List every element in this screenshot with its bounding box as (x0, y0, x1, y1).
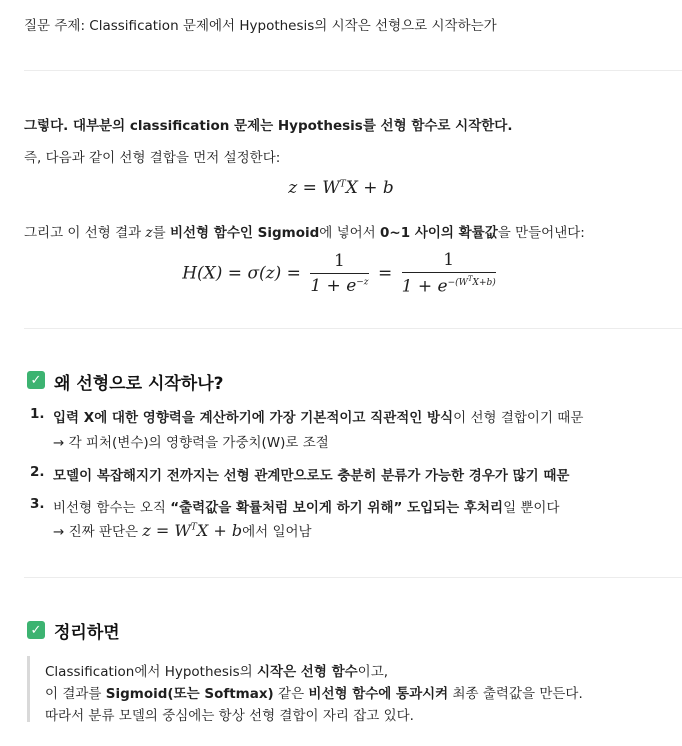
list-item-sub: → 진짜 판단은 $z = W^TX + b$에서 일어남 (53, 521, 312, 540)
equation-sigmoid: H(X) = σ(z) = $\frac{1}{1 + e^{-z}}$ = $\frac{1}{1 + e^{-(W^TX+b)}}$ (182, 250, 496, 297)
check-icon: ✓ (27, 371, 45, 389)
divider (24, 70, 682, 71)
summary-line-1: Classification에서 Hypothesis의 시작은 선형 함수이고, (45, 664, 389, 680)
list-item-number: 2. (30, 464, 45, 480)
summary-line-2: 이 결과를 Sigmoid(또는 Softmax) 같은 비선형 함수에 통과시켜 최종 출력값을 만든다. (45, 686, 583, 702)
answer-intro: 즉, 다음과 같이 선형 결합을 먼저 설정한다: (24, 150, 281, 166)
list-item: 입력 X에 대한 영향력을 계산하기에 가장 기본적이고 직관적인 방식이 선형 결합이기 때문 (53, 410, 584, 426)
blockquote-bar (27, 656, 30, 722)
summary-line-3: 따라서 분류 모델의 중심에는 항상 선형 결합이 자리 잡고 있다. (45, 708, 414, 724)
list-item-sub: → 각 피처(변수)의 영향력을 가중치(W)로 조절 (53, 435, 329, 451)
list-item: 모델이 복잡해지기 전까지는 선형 관계만으로도 충분히 분류가 가능한 경우가 많기 때문 (53, 468, 570, 484)
list-item: 비선형 함수는 오직 “출력값을 확률처럼 보이게 하기 위해” 도입되는 후처리일 뿐이다 (53, 500, 560, 516)
section-title-why-linear: 왜 선형으로 시작하나? (54, 374, 224, 394)
equation-linear: $z = W^TX + b$ (288, 178, 394, 198)
section-title-summary: 정리하면 (54, 623, 120, 643)
question-topic: 질문 주제: Classification 문제에서 Hypothesis의 시작은 선형으로 시작하는가 (24, 18, 497, 34)
answer-lead: 그렇다. 대부분의 classification 문제는 Hypothesis를 선형 함수로 시작한다. (24, 118, 513, 134)
list-item-number: 1. (30, 406, 45, 422)
divider (24, 577, 682, 578)
answer-sigmoid-sentence: 그리고 이 선형 결과 z를 비선형 함수인 Sigmoid에 넣어서 0~1 사이의 확률값을 만들어낸다: (24, 225, 585, 241)
check-icon: ✓ (27, 621, 45, 639)
divider (24, 328, 682, 329)
list-item-number: 3. (30, 496, 45, 512)
